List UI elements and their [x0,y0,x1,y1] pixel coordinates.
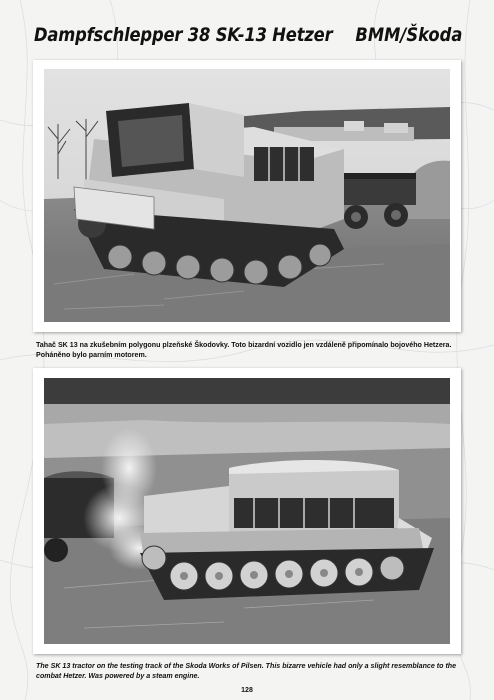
page-number: 128 [241,687,253,694]
caption-czech: Tahač SK 13 na zkušebním polygonu plzeňské Škodovky. Toto bizardní vozidlo jen vzdáleně připomínalo bojového Hetzera. Poháněno bylo parním motorem. [36,341,452,359]
caption-english: The SK 13 tractor on the testing track of the Skoda Works of Pilsen. This bizarre vehicle had only a slight resemblance to the combat Hetzer. Was powered by a steam engine. [36,662,457,680]
photo-1 [44,69,450,322]
photo-1-frame [33,60,461,332]
brand-title: BMM/Škoda [355,24,462,46]
photo-2-frame [33,368,461,654]
page-header [0,22,494,56]
page-title: Dampfschlepper 38 SK-13 Hetzer [34,24,333,46]
photo-2 [44,378,450,644]
